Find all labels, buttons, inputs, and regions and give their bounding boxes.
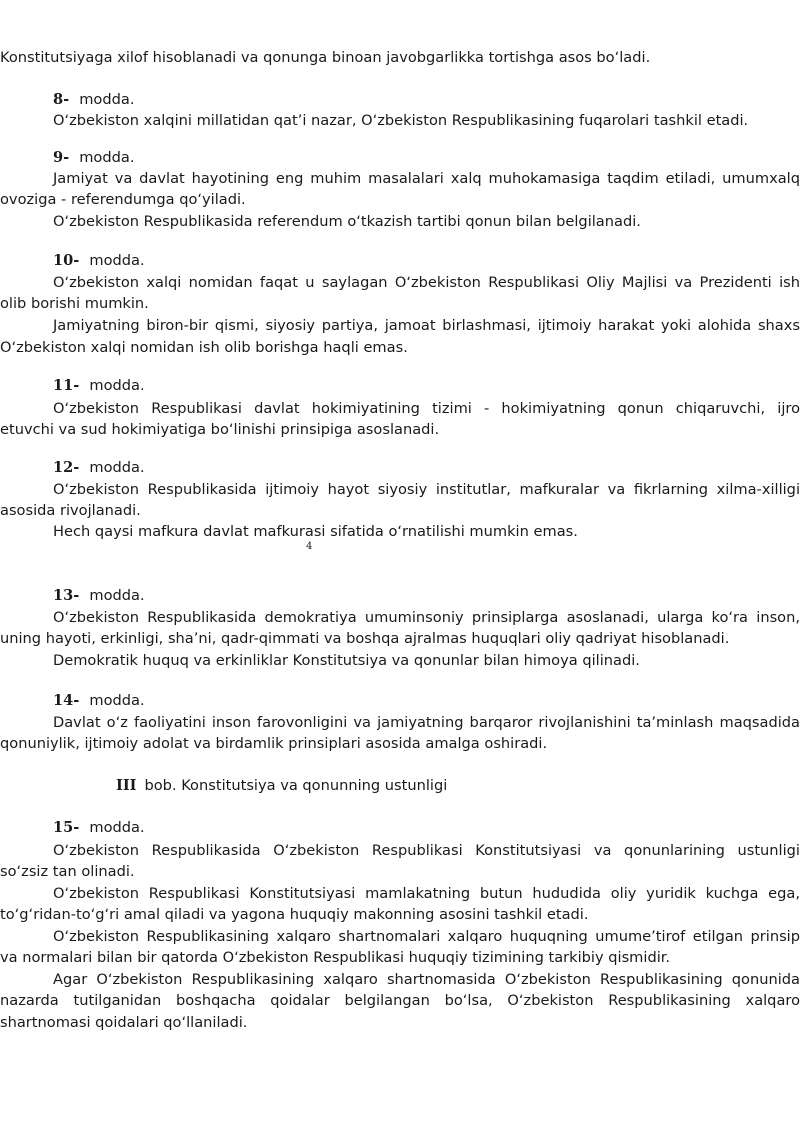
article-number: 12-: [53, 459, 80, 476]
text-line: olib borishi mumkin.: [0, 295, 149, 312]
article-word: modda.: [89, 252, 145, 269]
text-line: Demokratik huquq va erkinliklar Konstitutsiya va qonunlar bilan himoya qilinadi.: [53, 652, 640, 669]
text-line: O‘zbekiston xalqini millatidan qat’i nazar, O‘zbekiston Respublikasining fuqarolari tashkil etadi.: [53, 112, 749, 129]
article-word: modda.: [89, 587, 145, 604]
chapter-title: bob. Konstitutsiya va qonunning ustunligi: [144, 777, 448, 794]
text-line: etuvchi va sud hokimiyatiga bo‘linishi prinsipiga asoslanadi.: [0, 421, 440, 438]
text-line: O‘zbekiston Respublikasida ijtimoiy hayot siyosiy institutlar, mafkuralar va fikrlarning xilma-xilligi: [53, 481, 800, 498]
text-line: O‘zbekiston Respublikasi Konstitutsiyasi mamlakatning butun hududida oliy yuridik kuchga ega,: [53, 885, 800, 902]
article-heading-12: [53, 457, 800, 479]
article-word: modda.: [79, 149, 135, 166]
text-line: so‘zsiz tan olinadi.: [0, 863, 135, 880]
article-number: 11-: [53, 377, 80, 394]
text-line: uning hayoti, erkinligi, sha’ni, qadr-qimmati va boshqa ajralmas huquqlari oliy qadriyat hisoblanadi.: [0, 630, 730, 647]
text-line: Hech qaysi mafkura davlat mafkurasi sifatida o‘rnatilishi mumkin emas.: [53, 523, 578, 540]
article-heading-13: [53, 585, 800, 607]
page-number: 4: [306, 541, 313, 552]
article-heading-10: [53, 250, 800, 272]
article-heading-11: [53, 375, 800, 397]
text-line: Konstitutsiyaga xilof hisoblanadi va qonunga binoan javobgarlikka tortishga asos bo‘ladi.: [0, 49, 651, 66]
text-line: O‘zbekiston Respublikasida demokratiya umuminsoniy prinsiplarga asoslanadi, ularga ko‘ra inson,: [53, 609, 800, 626]
article-word: modda.: [89, 819, 145, 836]
chapter-number: III: [116, 777, 137, 794]
text-line: qonuniylik, ijtimoiy adolat va birdamlik prinsiplari asosida amalga oshiradi.: [0, 735, 548, 752]
text-line: O‘zbekiston Respublikasida referendum o‘tkazish tartibi qonun bilan belgilanadi.: [53, 213, 641, 230]
article-heading-9: [53, 147, 800, 169]
article-word: modda.: [79, 91, 135, 108]
article-number: 10-: [53, 252, 80, 269]
text-line: O‘zbekiston xalqi nomidan ish olib borishga haqli emas.: [0, 339, 408, 356]
text-line: shartnomasi qoidalari qo‘llaniladi.: [0, 1014, 248, 1031]
text-line: O‘zbekiston Respublikasi davlat hokimiyatining tizimi - hokimiyatning qonun chiqaruvchi, ijro: [53, 400, 800, 417]
article-number: 9-: [53, 149, 70, 166]
text-line: to‘g‘ridan-to‘g‘ri amal qiladi va yagona huquqiy makonning asosini tashkil etadi.: [0, 906, 589, 923]
text-line: Agar O‘zbekiston Respublikasining xalqaro shartnomasida O‘zbekiston Respublikasining qonunida: [53, 971, 800, 988]
text-line: ovoziga - referendumga qo‘yiladi.: [0, 191, 246, 208]
text-line: nazarda tutilganidan boshqacha qoidalar belgilangan bo‘lsa, O‘zbekiston Respublikasining xalqaro: [0, 992, 800, 1009]
text-line: O‘zbekiston Respublikasining xalqaro shartnomalari xalqaro huquqning umume’tirof etilgan prinsip: [53, 928, 800, 945]
text-line: O‘zbekiston xalqi nomidan faqat u saylagan O‘zbekiston Respublikasi Oliy Majlisi va Prezidenti ish: [53, 274, 800, 291]
text-line: asosida rivojlanadi.: [0, 502, 141, 519]
article-number: 14-: [53, 692, 80, 709]
article-heading-14: [53, 690, 800, 712]
article-word: modda.: [89, 692, 145, 709]
chapter-heading: [116, 775, 800, 797]
article-heading-8: [53, 89, 800, 111]
article-number: 15-: [53, 819, 80, 836]
article-word: modda.: [89, 377, 145, 394]
article-heading-15: [53, 817, 800, 839]
article-word: modda.: [89, 459, 145, 476]
article-number: 8-: [53, 91, 70, 108]
text-line: O‘zbekiston Respublikasida O‘zbekiston Respublikasi Konstitutsiyasi va qonunlarining ustunligi: [53, 842, 800, 859]
text-line: Jamiyat va davlat hayotining eng muhim masalalari xalq muhokamasiga taqdim etiladi, umumxalq: [53, 170, 800, 187]
text-line: Jamiyatning biron-bir qismi, siyosiy partiya, jamoat birlashmasi, ijtimoiy harakat yoki alohida shaxs: [53, 317, 800, 334]
article-number: 13-: [53, 587, 80, 604]
text-line: va normalari bilan bir qatorda O‘zbekiston Respublikasi huquqiy tizimining tarkibiy qismidir.: [0, 949, 671, 966]
text-line: Davlat o‘z faoliyatini inson farovonligini va jamiyatning barqaror rivojlanishini ta’minlash maqsadida: [53, 714, 800, 731]
